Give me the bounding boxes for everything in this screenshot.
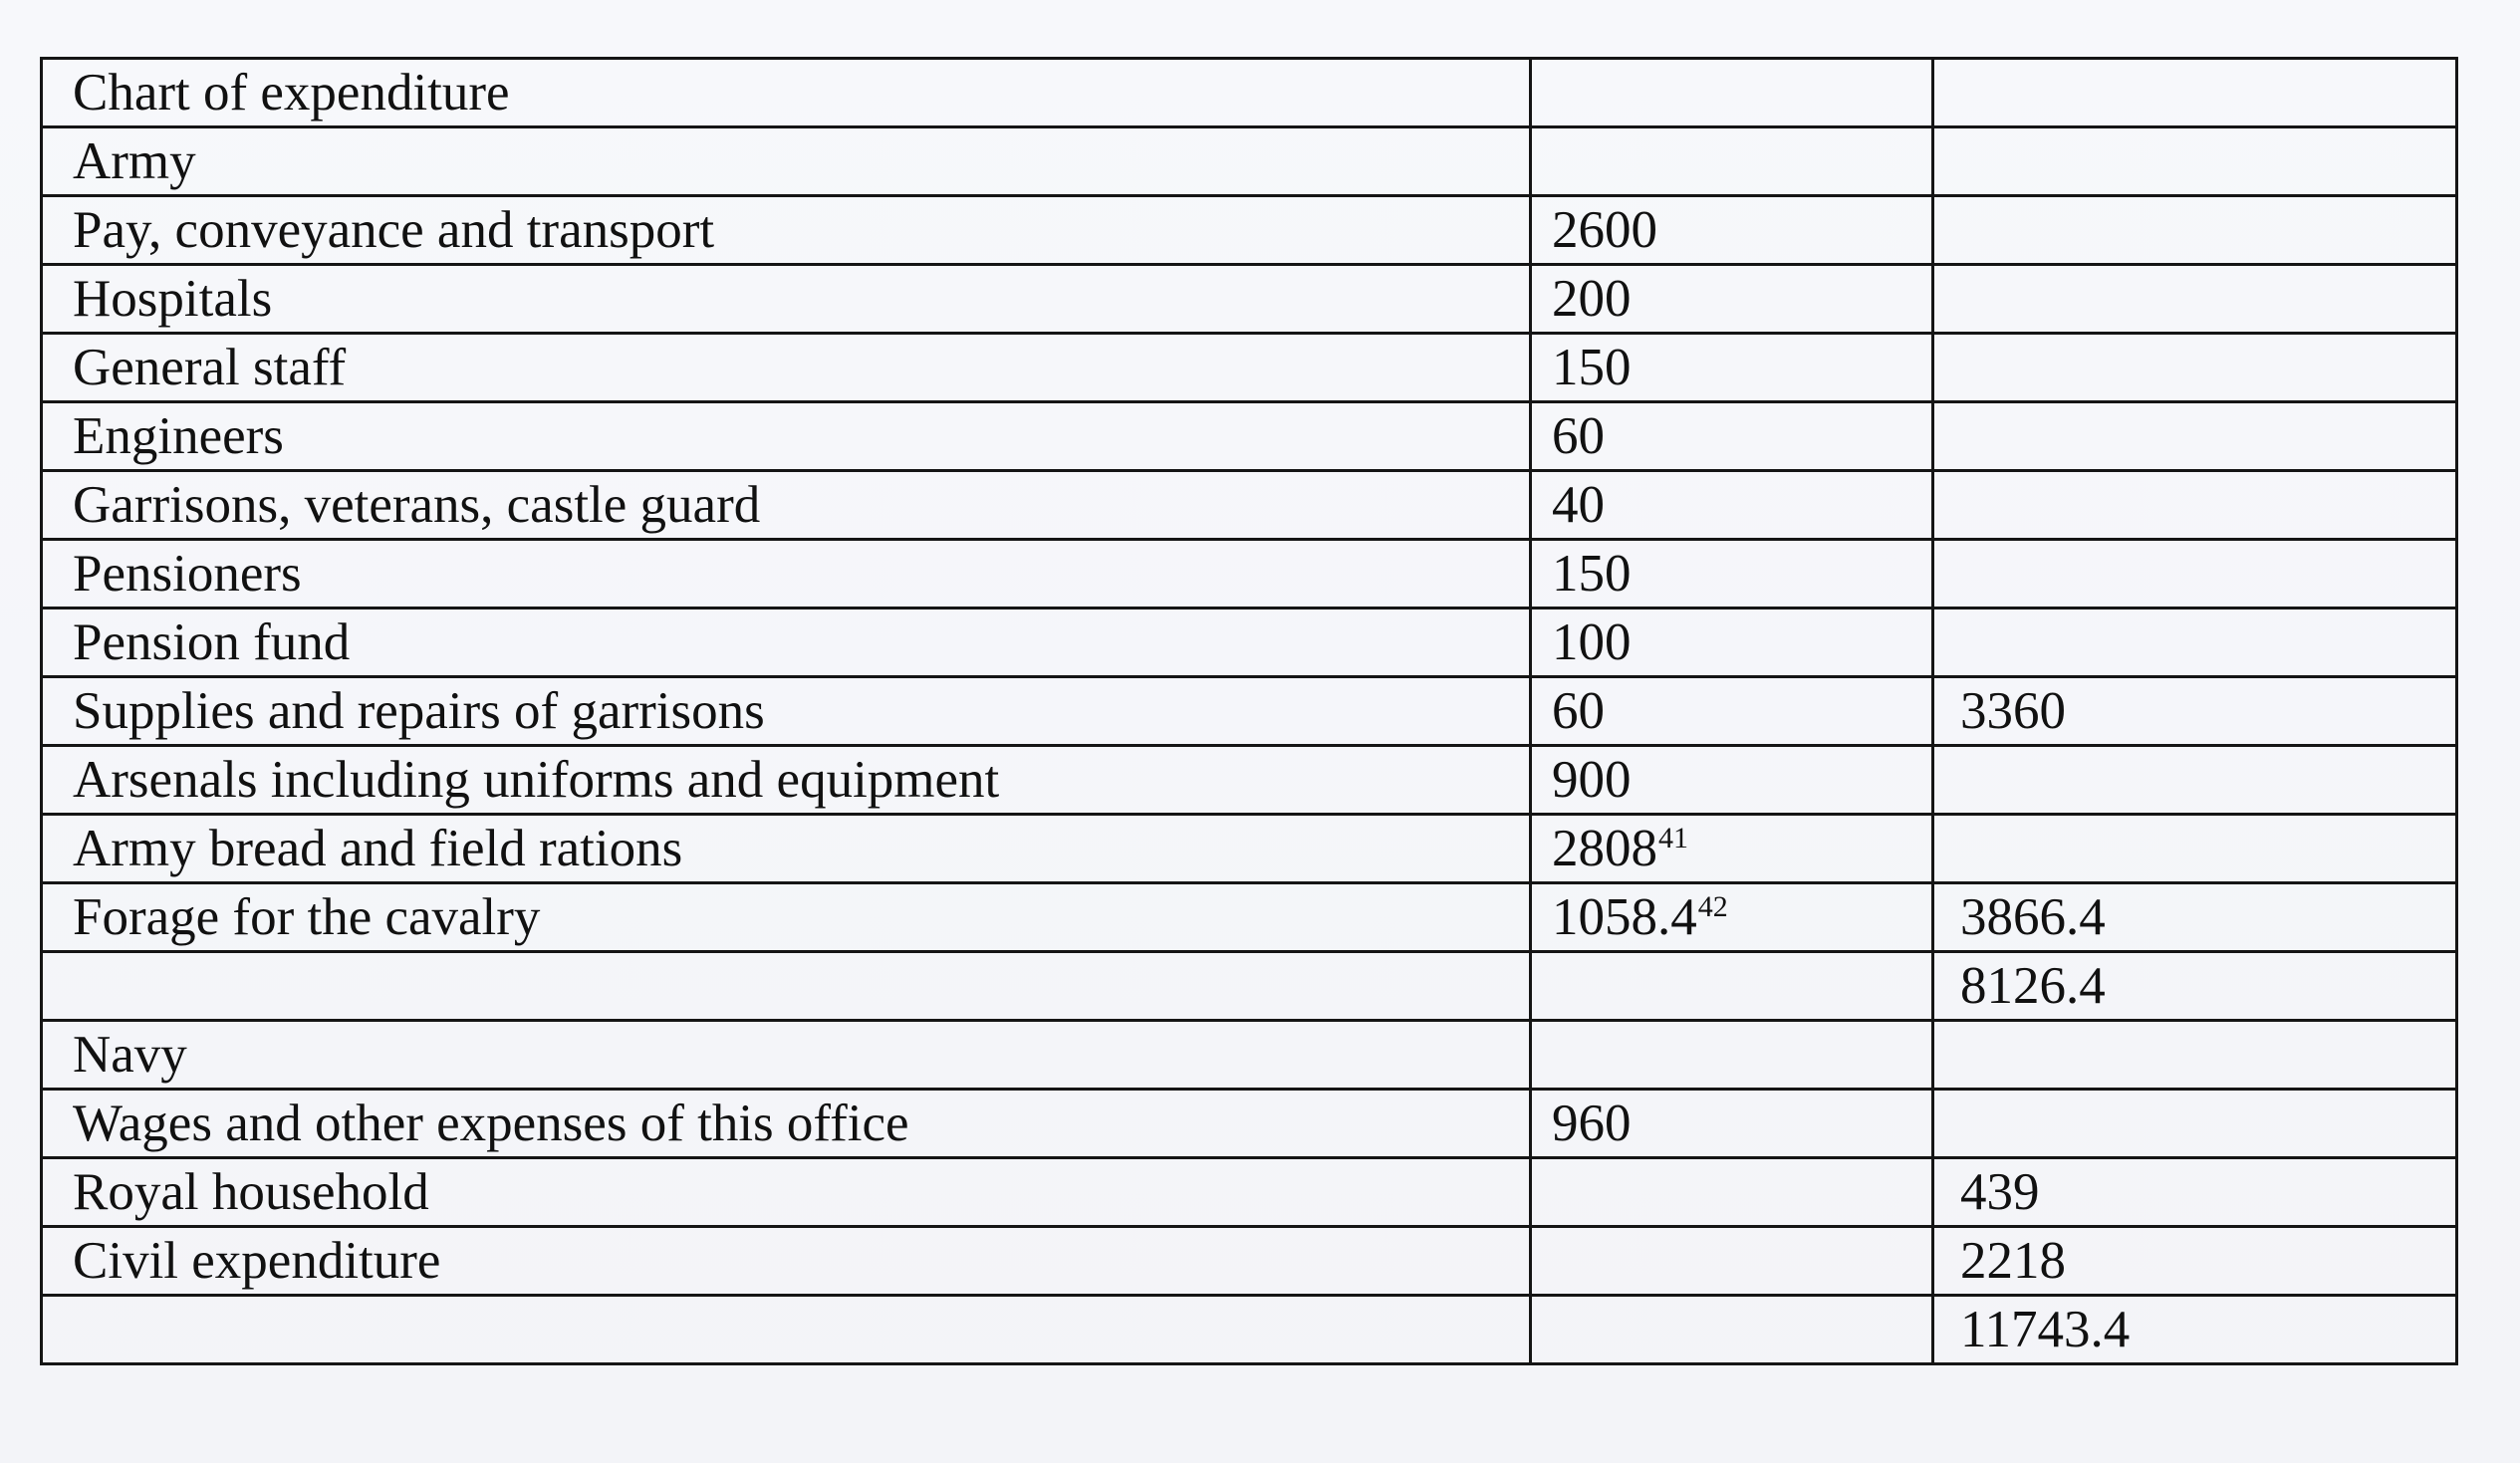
total-cell xyxy=(1933,1021,2457,1090)
item-label: Engineers xyxy=(42,402,1531,471)
amount-cell: 100 xyxy=(1531,609,1933,677)
amount-cell: 200 xyxy=(1531,265,1933,334)
total-cell xyxy=(1933,815,2457,883)
total-cell xyxy=(1933,746,2457,815)
table-row xyxy=(42,883,2457,952)
table-row xyxy=(42,952,2457,1021)
amount-cell: 900 xyxy=(1531,746,1933,815)
table-row xyxy=(42,1227,2457,1296)
amount-cell xyxy=(1531,952,1933,1021)
item-label xyxy=(42,1296,1531,1364)
amount-cell xyxy=(1531,815,1933,883)
amount-value: 1058.4 xyxy=(1552,887,1697,946)
total-cell xyxy=(1933,609,2457,677)
total-cell xyxy=(1933,265,2457,334)
total-cell xyxy=(1933,1090,2457,1158)
total-cell xyxy=(1933,334,2457,402)
section-heading-army: Army xyxy=(42,127,1531,196)
amount-cell: 150 xyxy=(1531,334,1933,402)
amount-cell xyxy=(1531,883,1933,952)
item-label: Supplies and repairs of garrisons xyxy=(42,677,1531,746)
table-row xyxy=(42,265,2457,334)
subtotal-cell: 3866.4 xyxy=(1933,883,2457,952)
amount-cell xyxy=(1531,59,1933,127)
table-row xyxy=(42,334,2457,402)
table-title: Chart of expenditure xyxy=(42,59,1531,127)
item-label: Hospitals xyxy=(42,265,1531,334)
amount-cell: 960 xyxy=(1531,1090,1933,1158)
item-label: Garrisons, veterans, castle guard xyxy=(42,471,1531,540)
footnote-marker: 41 xyxy=(1658,821,1688,854)
total-cell xyxy=(1933,59,2457,127)
item-label: General staff xyxy=(42,334,1531,402)
amount-cell: 60 xyxy=(1531,677,1933,746)
amount-cell xyxy=(1531,1158,1933,1227)
item-label xyxy=(42,952,1531,1021)
item-label: Pensioners xyxy=(42,540,1531,609)
total-cell xyxy=(1933,402,2457,471)
table-row xyxy=(42,1296,2457,1364)
item-label: Pension fund xyxy=(42,609,1531,677)
table-row xyxy=(42,471,2457,540)
subtotal-cell: 3360 xyxy=(1933,677,2457,746)
grand-total-cell: 11743.4 xyxy=(1933,1296,2457,1364)
table-row xyxy=(42,746,2457,815)
amount-cell: 2600 xyxy=(1531,196,1933,265)
table-row xyxy=(42,402,2457,471)
table-row xyxy=(42,609,2457,677)
table-row xyxy=(42,196,2457,265)
total-cell xyxy=(1933,196,2457,265)
item-label: Army bread and field rations xyxy=(42,815,1531,883)
amount-cell xyxy=(1531,127,1933,196)
section-heading-navy: Navy xyxy=(42,1021,1531,1090)
table-row xyxy=(42,815,2457,883)
total-cell: 2218 xyxy=(1933,1227,2457,1296)
amount-cell: 40 xyxy=(1531,471,1933,540)
item-label: Wages and other expenses of this office xyxy=(42,1090,1531,1158)
amount-cell: 150 xyxy=(1531,540,1933,609)
expenditure-table xyxy=(40,57,2458,1365)
amount-cell xyxy=(1531,1021,1933,1090)
total-cell: 439 xyxy=(1933,1158,2457,1227)
total-cell xyxy=(1933,127,2457,196)
table-row xyxy=(42,1090,2457,1158)
table-row xyxy=(42,1021,2457,1090)
total-cell xyxy=(1933,471,2457,540)
army-total-cell: 8126.4 xyxy=(1933,952,2457,1021)
item-label: Royal household xyxy=(42,1158,1531,1227)
table-row xyxy=(42,677,2457,746)
footnote-marker: 42 xyxy=(1697,889,1728,923)
amount-cell xyxy=(1531,1227,1933,1296)
amount-cell: 60 xyxy=(1531,402,1933,471)
total-cell xyxy=(1933,540,2457,609)
amount-value: 2808 xyxy=(1552,819,1657,877)
table-row xyxy=(42,1158,2457,1227)
item-label: Civil expenditure xyxy=(42,1227,1531,1296)
amount-cell xyxy=(1531,1296,1933,1364)
table-row xyxy=(42,127,2457,196)
item-label: Pay, conveyance and transport xyxy=(42,196,1531,265)
item-label: Forage for the cavalry xyxy=(42,883,1531,952)
item-label: Arsenals including uniforms and equipment xyxy=(42,746,1531,815)
table-row xyxy=(42,540,2457,609)
table-row xyxy=(42,59,2457,127)
